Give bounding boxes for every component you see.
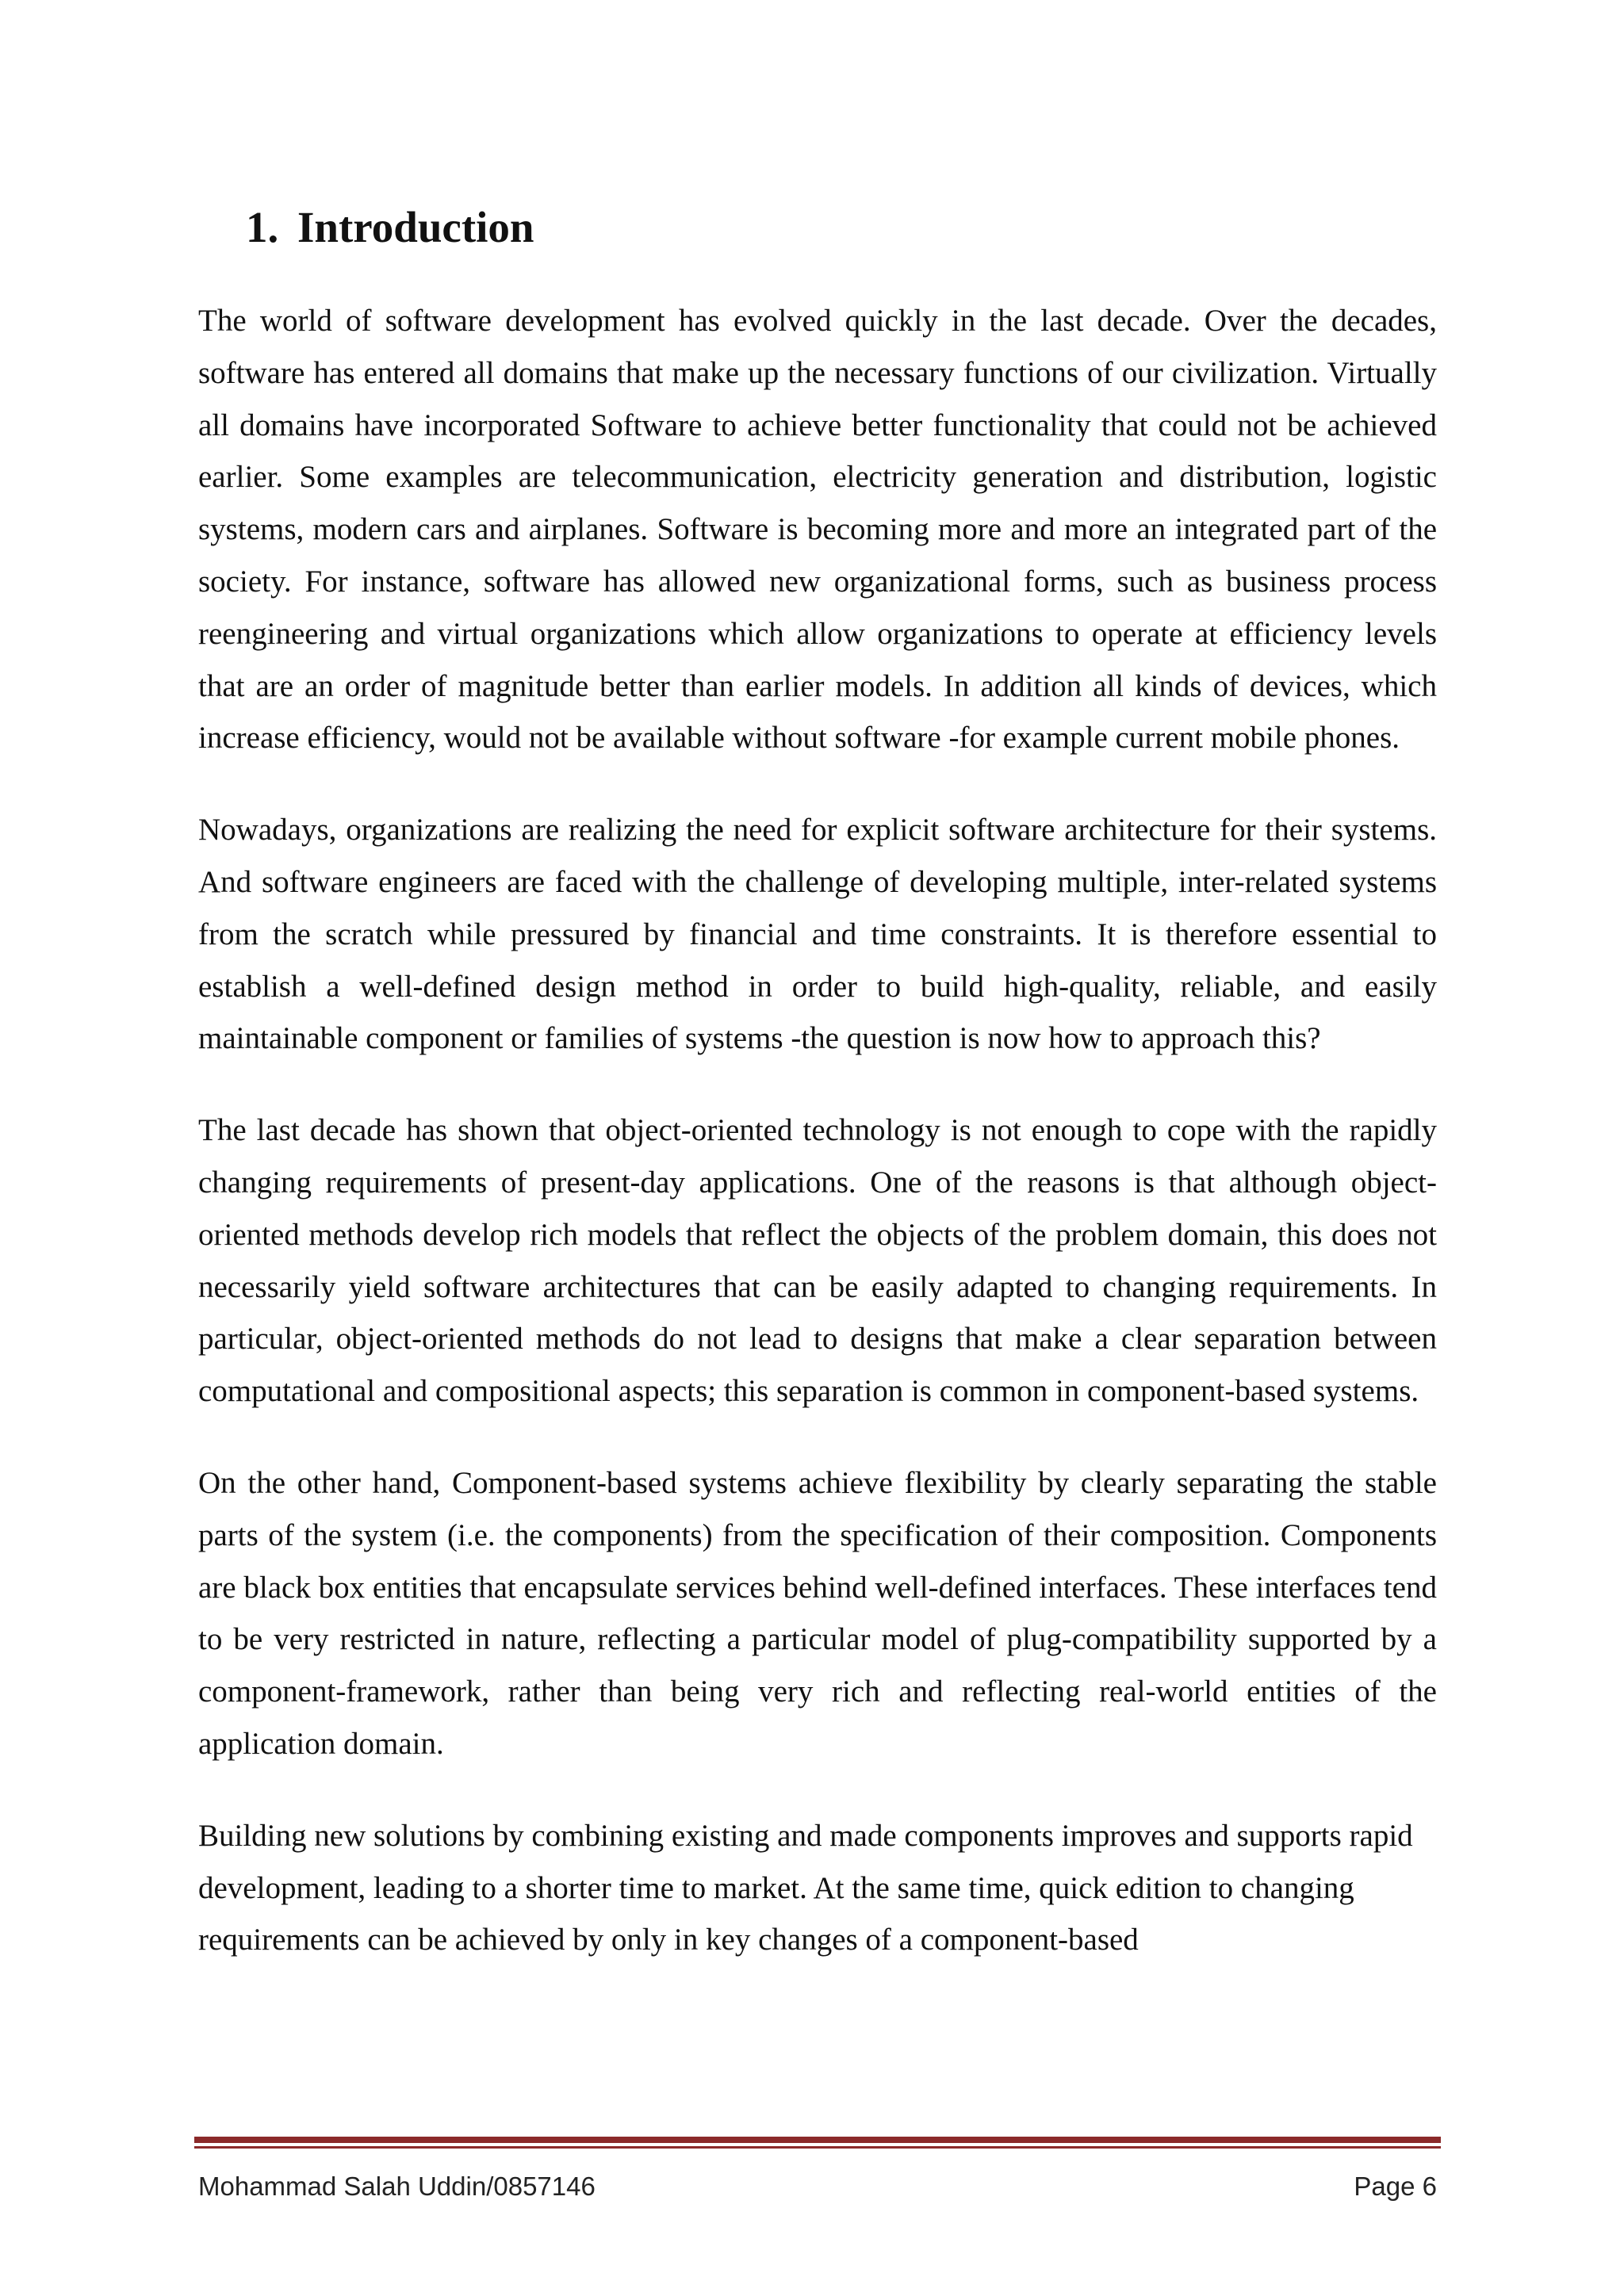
section-heading <box>246 202 534 253</box>
footer-divider-thin <box>194 2146 1441 2149</box>
paragraph: Nowadays, organizations are realizing the need for explicit software architecture for their systems. And software engineers are faced with the challenge of developing multiple, inter-related systems from the scratch while pressured by financial and time constraints. It is therefore essential to establish a well-defined design method in order to build high-quality, reliable, and easily maintainable component or families of systems -the question is now how to approach this? <box>198 813 1437 1056</box>
footer-divider <box>194 2137 1441 2149</box>
section-number: 1. <box>246 203 279 251</box>
paragraph: The world of software development has evolved quickly in the last decade. Over the decades, software has entered all domains that make up the necessary functions of our civilization. Virtually all domains have incorporated Software to achieve better functionality that could not be achieved earlier. Some examples are telecommunication, electricity generation and distribution, logistic systems, modern cars and airplanes. Software is becoming more and more an integrated part of the society. For instance, software has allowed new organizational forms, such as business process reengineering and virtual organizations which allow organizations to operate at efficiency levels that are an order of magnitude better than earlier models. In addition all kinds of devices, which increase efficiency, would not be available without software -for example current mobile phones. <box>198 304 1437 756</box>
paragraph: Building new solutions by combining existing and made components improves and supports rapid development, leading to a shorter time to market. At the same time, quick edition to changing requirements can be achieved by only in key changes of a component-based <box>198 1818 1413 1957</box>
footer-author: Mohammad Salah Uddin/0857146 <box>198 2172 596 2201</box>
body-text <box>198 295 1437 2006</box>
paragraph: On the other hand, Component-based systems achieve flexibility by clearly separating the stable parts of the system (i.e. the components) from the specification of their composition. Components are black box entities that encapsulate services behind well-defined interfaces. These interfaces tend to be very restricted in nature, reflecting a particular model of plug-compatibility supported by a component-framework, rather than being very rich and reflecting real-world entities of the application domain. <box>198 1465 1437 1761</box>
footer-divider-thick <box>194 2137 1441 2143</box>
section-title: Introduction <box>297 203 534 251</box>
paragraph: The last decade has shown that object-oriented technology is not enough to cope with the rapidly changing requirements of present-day applications. One of the reasons is that although object-oriented methods develop rich models that reflect the objects of the problem domain, this does not necessarily yield software architectures that can be easily adapted to changing requirements. In particular, object-oriented methods do not lead to designs that make a clear separation between computational and compositional aspects; this separation is common in component-based systems. <box>198 1113 1437 1409</box>
footer-page-number: Page 6 <box>1354 2172 1437 2201</box>
